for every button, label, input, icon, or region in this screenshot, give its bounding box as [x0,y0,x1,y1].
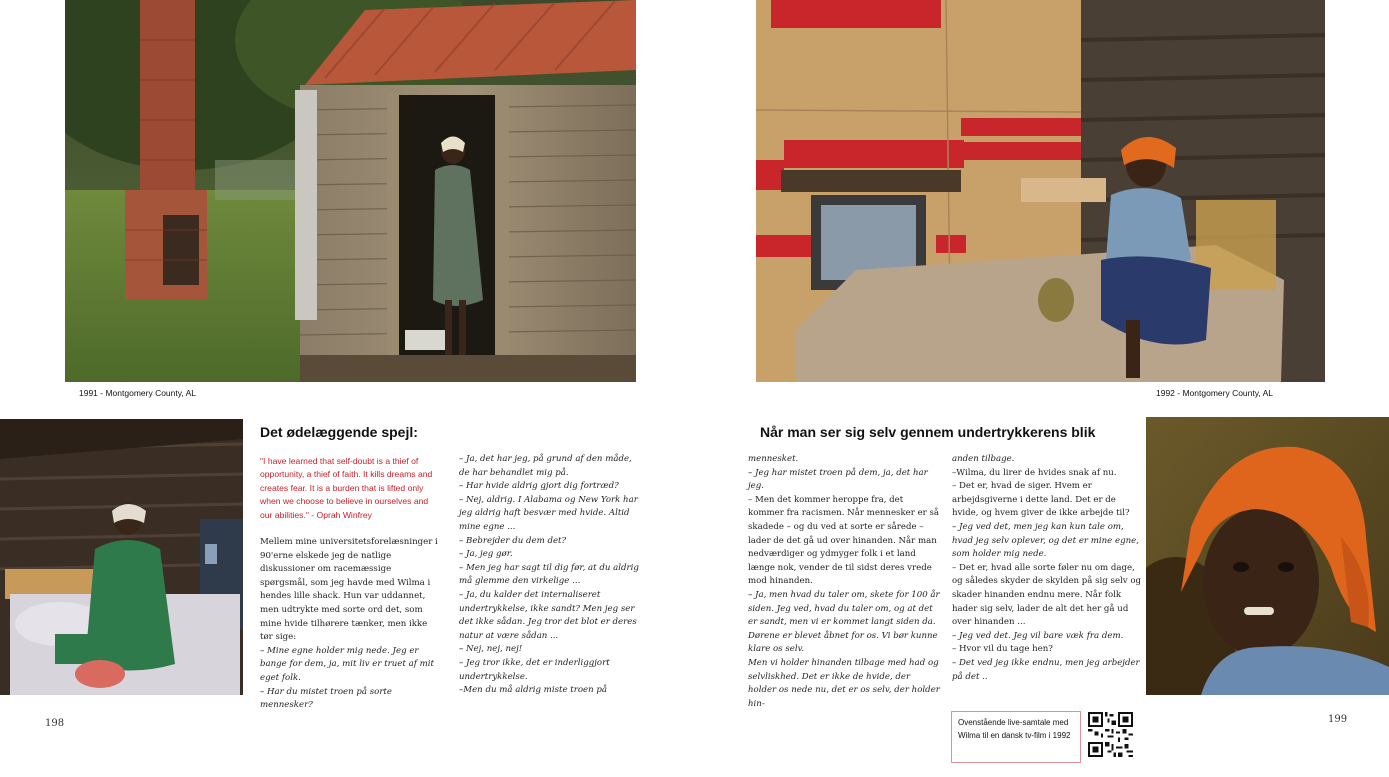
paragraph: – Jeg har mistet troen på dem, ja, det har jeg. [748,467,928,492]
page-number-right: 199 [1328,714,1348,725]
paragraph: – Nej, aldrig. I Alabama og New York har jeg aldrig haft besvær med hvide. Altid mine egne ... [459,494,638,532]
photo-woman-in-room [756,0,1325,382]
left-heading: Det ødelæggende spejl: [260,424,418,440]
paragraph: Mellem mine universitetsforelæsninger i 90'erne elskede jeg de natlige diskussioner om racemæssige spørgsmål, som jeg havde med Wilma i hendes lille shack. Hun var uddannet, men udtrykte med sorte ord det, som mine hvide tilhørere tænker, men ikke tør sige: [260,537,438,643]
paragraph: – Bebrejder du dem det? [459,535,567,546]
paragraph: – Mine egne holder mig nede. Jeg er bange for dem, ja, mit liv er truet af mit eget folk. [260,645,434,683]
paragraph: – Men det kommer heroppe fra, det kommer fra racismen. Når mennesker er så skadede – og du ved at sorte er sårede – lader de det gå ud over hinanden. Når man nedværdiger og ydmyger folk i et land længe nok, vender de til sidst deres vrede mod hinanden. [748,494,940,587]
paragraph: – Jeg ved det. Jeg vil bare væk fra dem. [952,630,1124,641]
paragraph: – Hvor vil du tage hen? [952,644,1053,655]
paragraph: – Det er, hvad alle sorte føler nu om dage, og således skyder de skylden på sig selv og skader hinanden endnu mere. Når folk hader sig selv, lader de alt det her gå ud over hinanden ... [952,562,1142,628]
paragraph: –Wilma, du lirer de hvides snak af nu. [952,467,1117,478]
paragraph: – Nej, nej, nej! [459,644,523,655]
photo-shack-doorway [65,0,636,382]
right-column-2 [952,453,1142,684]
paragraph: – Men jeg har sagt til dig før, at du aldrig må glemme den virkelige ... [459,562,639,587]
page-number-left: 198 [45,718,65,729]
paragraph: – Har du mistet troen på sorte mennesker? [260,686,392,711]
oprah-quote: "I have learned that self-doubt is a thief of opportunity, a thief of faith. It kills dreams and creates fear. It is a burden that is lifted only when we choose to believe in ourselves and our abilities." - Oprah Winfrey [260,456,433,520]
paragraph: – Ja, men hvad du taler om, skete for 100 år siden. Jeg ved, hvad du taler om, og at det er sandt, men vi er kommet langt siden da. [748,589,940,628]
paragraph: – Jeg ved det, men jeg kan kun tale om, hvad jeg selv oplever, og det er mine egne, som holder mig nede. [952,521,1139,560]
paragraph: – Jeg tror ikke, det er inderliggjort undertrykkelse. [459,657,610,682]
left-column-2 [459,453,644,698]
paragraph: menneskеt. [748,454,799,464]
paragraph: Dørene er blevet åbnet for os. Vi bør kunne klare os selv. [748,630,938,655]
right-heading: Når man ser sig selv gennem undertrykkerens blik [760,424,1096,440]
paragraph: – Ja, du kalder det internaliseret undertrykkelse, ikke sandt? Men jeg ser det ikke sådan. Jeg tror det blot er deres natur at være sådan ... [459,589,637,641]
paragraph: – Det ved jeg ikke endnu, men jeg arbejder på det .. [952,657,1140,682]
paragraph: anden tilbage. [952,454,1015,464]
paragraph: Men vi holder hinanden tilbage med had og selvliskhed. Det er ikke de hvide, der holder os nede nu, det er os selv, der holder hin- [748,657,940,709]
top-right-photo-caption: 1992 - Montgomery County, AL [1156,388,1274,398]
photo-woman-on-bed [0,419,243,695]
paragraph: – Ja, jeg gør. [459,549,513,560]
paragraph: –Men du må aldrig miste troen på [459,685,607,696]
paragraph: – Det er, hvad de siger. Hvem er arbejdsgiverne i dette land. Det er de hvide, og hvem giver de ikke arbejde til? [952,481,1130,519]
right-column-1 [748,453,940,711]
paragraph: – Ja, det har jeg, på grund af den måde, de har behandlet mig på. [459,454,632,478]
tv-film-note: Ovenstående live-samtale med Wilma til en dansk tv-film i 1992 [951,711,1081,763]
left-column-1 [260,536,438,713]
paragraph: – Har hvide aldrig gjort dig fortræd? [459,481,619,492]
photo-portrait-orange-headscarf [1146,417,1389,695]
top-left-photo-caption: 1991 - Montgomery County, AL [79,388,197,398]
qr-code-icon[interactable] [1088,712,1133,757]
